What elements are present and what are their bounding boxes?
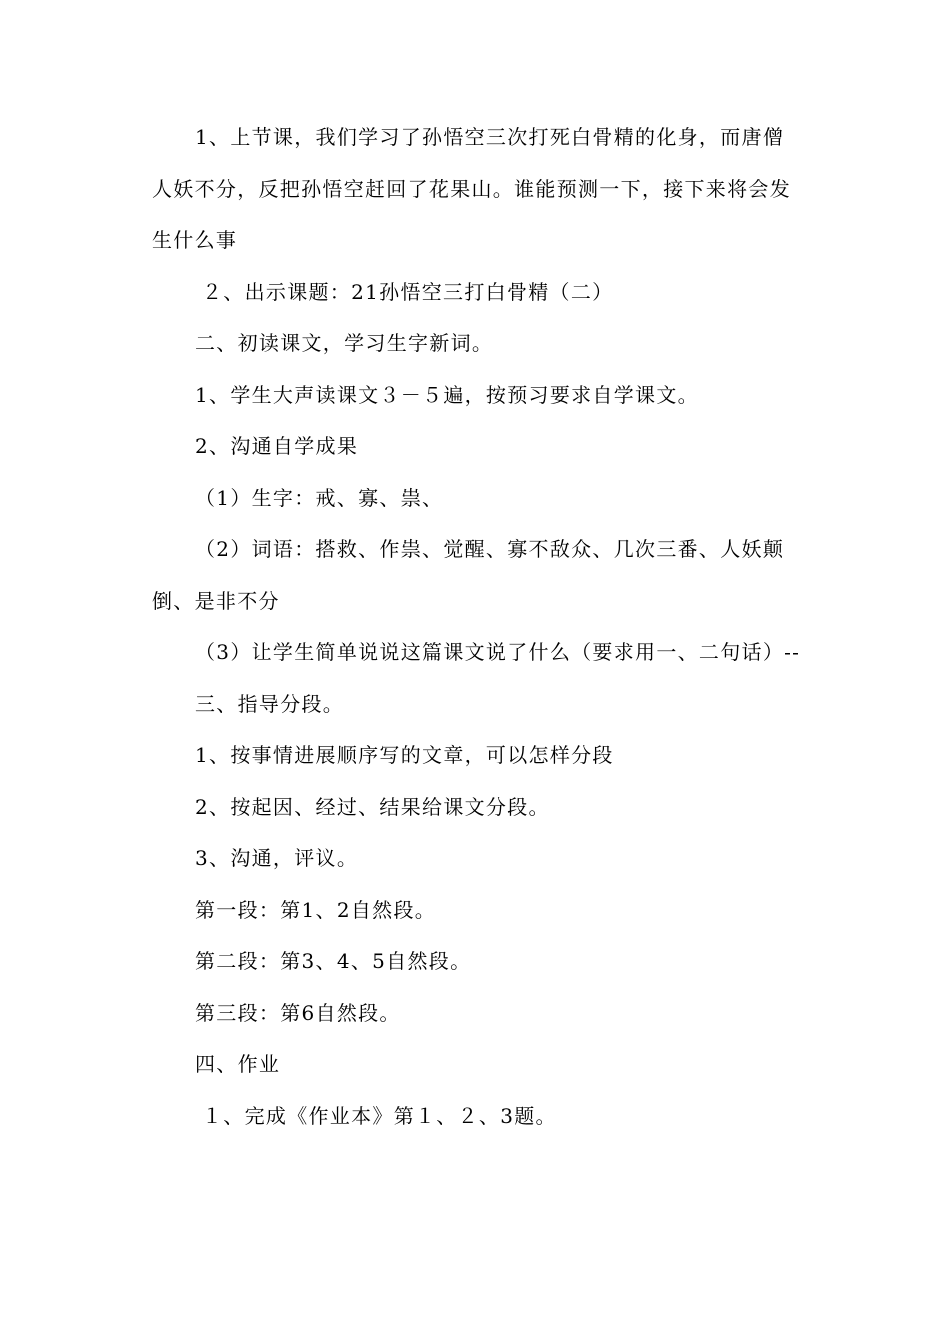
- section-heading-reading: 二、初读课文，学习生字新词。: [195, 331, 494, 355]
- section-heading-homework: 四、作业: [195, 1052, 281, 1076]
- paragraph-segment-method: 1、按事情进展顺序写的文章，可以怎样分段: [195, 743, 614, 767]
- paragraph-summary: （3）让学生简单说说这篇课文说了什么（要求用一、二句话）--: [195, 640, 801, 664]
- paragraph-new-characters: （1）生字：戒、寡、祟、: [195, 485, 444, 510]
- paragraph-share-results: 2、沟通自学成果: [195, 434, 359, 458]
- paragraph-homework-task: １、完成《作业本》第１、２、3题。: [202, 1103, 557, 1128]
- paragraph-segment-two: 第二段：第3、4、5自然段。: [195, 949, 472, 973]
- document-body: [152, 112, 802, 1142]
- paragraph-segment-cause: 2、按起因、经过、结果给课文分段。: [195, 794, 550, 819]
- paragraph-review: 1、上节课，我们学习了孙悟空三次打死白骨精的化身，而唐僧人妖不分，反把孙悟空赶回了花果山。谁能预测一下，接下来将会发生什么事: [152, 125, 791, 252]
- paragraph-segment-one: 第一段：第1、2自然段。: [195, 897, 437, 922]
- paragraph-discuss: 3、沟通，评议。: [195, 846, 359, 870]
- paragraph-vocabulary: （2）词语：搭救、作祟、觉醒、寡不敌众、几次三番、人妖颠倒、是非不分: [152, 537, 785, 613]
- paragraph-show-title: ２、出示课题：21孙悟空三打白骨精（二）: [202, 279, 614, 304]
- paragraph-read-aloud: 1、学生大声读课文３－５遍，按预习要求自学课文。: [195, 382, 699, 407]
- section-heading-segmentation: 三、指导分段。: [195, 691, 345, 716]
- paragraph-segment-three: 第三段：第6自然段。: [195, 1000, 401, 1025]
